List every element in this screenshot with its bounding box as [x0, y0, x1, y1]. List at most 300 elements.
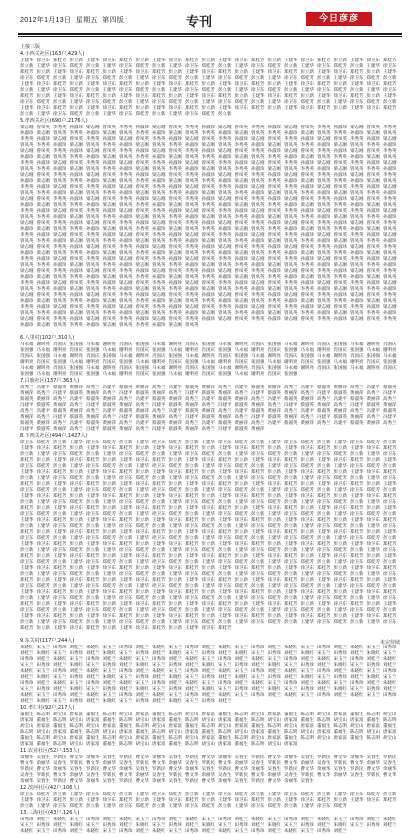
resident-name: 徐卫东	[102, 470, 116, 475]
resident-name: 曾凤英	[366, 173, 380, 178]
resident-name: 蔡淑英	[350, 421, 364, 426]
resident-name: 黄丽萍	[317, 403, 331, 408]
resident-name: 徐卫东	[69, 602, 83, 607]
resident-name: 郑桂芳	[234, 440, 248, 445]
resident-name: 王建华	[102, 620, 116, 625]
resident-name: 肖国庆	[119, 366, 133, 371]
resident-name: 陈志明	[201, 724, 215, 729]
resident-name: 曾凤英	[218, 239, 232, 244]
resident-name: 梁志刚	[119, 233, 133, 238]
resident-name: 王建华	[53, 578, 67, 583]
resident-name: 高秀兰	[218, 385, 232, 390]
resident-name: 郑桂芳	[168, 608, 182, 613]
resident-name: 田秀珍	[218, 657, 232, 662]
resident-name: 孙淑珍	[152, 203, 166, 208]
resident-name: 彭立新	[284, 596, 298, 601]
resident-name: 罗新民	[317, 755, 331, 760]
resident-name: 郑桂芳	[185, 518, 199, 523]
resident-name: 王建华	[350, 542, 364, 547]
resident-name: 朱晓红	[267, 823, 281, 828]
resident-name: 田秀珍	[284, 681, 298, 686]
resident-name: 孙淑珍	[119, 263, 133, 268]
resident-name: 吴春生	[333, 767, 347, 772]
resident-name: 曾凤英	[86, 239, 100, 244]
resident-name: 田秀珍	[350, 681, 364, 686]
resident-name: 唐家富	[135, 712, 149, 717]
resident-name: 郑桂芳	[234, 560, 248, 565]
resident-name: 王建华	[284, 82, 298, 87]
resident-name: 徐卫东	[350, 100, 364, 105]
resident-name: 王建华	[234, 64, 248, 69]
resident-name: 郑桂芳	[152, 482, 166, 487]
resident-name: 李秀英	[201, 179, 215, 184]
resident-name: 孙淑珍	[168, 185, 182, 190]
resident-name: 孙淑珍	[350, 299, 364, 304]
resident-name: 徐卫东	[251, 572, 265, 577]
resident-name: 冯建平	[366, 409, 380, 414]
resident-name: 唐家富	[86, 742, 100, 747]
resident-name: 高秀兰	[86, 409, 100, 414]
resident-name: 董福生	[86, 736, 100, 741]
resident-name: 王建华	[317, 530, 331, 535]
resident-name: 彭立新	[135, 590, 149, 595]
resident-name: 曾凤英	[300, 221, 314, 226]
resident-name: 李秀英	[185, 149, 199, 154]
resident-name: 徐卫东	[234, 590, 248, 595]
resident-name: 徐卫东	[119, 452, 133, 457]
resident-name: 郑桂芳	[69, 572, 83, 577]
resident-name: 梁志刚	[350, 293, 364, 298]
resident-name: 唐家富	[333, 712, 347, 717]
resident-name: 梁志刚	[86, 125, 100, 130]
resident-name: 王建华	[168, 572, 182, 577]
resident-name: 曾凤英	[152, 143, 166, 148]
resident-name: 吴春生	[218, 773, 232, 778]
resident-name: 张国强	[69, 366, 83, 371]
resident-name: 李秀英	[135, 179, 149, 184]
resident-name: 宋玉兰	[234, 693, 248, 698]
resident-name: 王建华	[102, 524, 116, 529]
resident-name: 郑桂芳	[168, 536, 182, 541]
resident-name: 彭立新	[201, 446, 215, 451]
resident-name: 曾凤英	[185, 155, 199, 160]
resident-name: 李秀英	[102, 191, 116, 196]
resident-name: 彭立新	[201, 106, 215, 111]
resident-name: 郑桂芳	[300, 100, 314, 105]
resident-name: 彭立新	[102, 626, 116, 631]
resident-name: 彭立新	[383, 608, 397, 613]
resident-name: 田秀珍	[317, 693, 331, 698]
resident-name: 余丽华	[251, 767, 265, 772]
resident-name: 李秀英	[168, 287, 182, 292]
resident-name: 曹文华	[119, 773, 133, 778]
resident-name: 孙淑珍	[135, 221, 149, 226]
resident-name: 徐卫东	[300, 542, 314, 547]
resident-name: 孙淑珍	[185, 287, 199, 292]
resident-name: 梁志刚	[152, 149, 166, 154]
resident-name: 彭立新	[102, 506, 116, 511]
resident-name: 孙淑珍	[383, 215, 397, 220]
resident-name: 郑桂芳	[267, 88, 281, 93]
resident-name: 李秀英	[383, 293, 397, 298]
resident-name: 郑桂芳	[86, 70, 100, 75]
resident-name: 徐卫东	[234, 518, 248, 523]
resident-name: 曾凤英	[218, 215, 232, 220]
resident-name: 郑桂芳	[20, 554, 34, 559]
resident-name: 陈志明	[152, 730, 166, 735]
resident-name: 孙淑珍	[86, 131, 100, 136]
resident-name: 彭立新	[102, 70, 116, 75]
resident-name: 徐卫东	[36, 58, 50, 63]
resident-name: 冯建平	[86, 403, 100, 408]
resident-name: 李秀英	[383, 221, 397, 226]
resident-name: 王建华	[185, 482, 199, 487]
resident-name: 宋玉兰	[152, 663, 166, 668]
resident-name: 李秀英	[135, 275, 149, 280]
resident-name: 张国强	[135, 366, 149, 371]
resident-name: 曾凤英	[218, 191, 232, 196]
resident-name: 朱晓红	[284, 645, 298, 650]
resident-name: 王建华	[135, 512, 149, 517]
resident-name: 孙淑珍	[350, 155, 364, 160]
resident-name: 孙淑珍	[267, 293, 281, 298]
resident-name: 黄丽萍	[366, 397, 380, 402]
resident-name: 曾凤英	[333, 305, 347, 310]
resident-name: 徐卫东	[20, 440, 34, 445]
resident-name: 王建华	[218, 590, 232, 595]
resident-name: 李秀英	[102, 167, 116, 172]
resident-name: 唐家富	[86, 718, 100, 723]
resident-name: 董福生	[218, 736, 232, 741]
resident-name: 王建华	[284, 106, 298, 111]
resident-name: 胡宝山	[267, 718, 281, 723]
resident-name: 王建华	[135, 536, 149, 541]
resident-name: 冯建平	[20, 403, 34, 408]
resident-name: 谢明亮	[383, 348, 397, 353]
resident-name: 王建华	[86, 542, 100, 547]
resident-name: 梁志刚	[119, 305, 133, 310]
resident-name: 李秀英	[317, 269, 331, 274]
resident-name: 梁志刚	[333, 215, 347, 220]
resident-name: 梁志刚	[201, 263, 215, 268]
resident-name: 孙淑珍	[383, 191, 397, 196]
resident-name: 孙淑珍	[267, 269, 281, 274]
resident-name: 田秀珍	[86, 817, 100, 822]
resident-name: 田秀珍	[300, 663, 314, 668]
resident-name: 郑桂芳	[218, 602, 232, 607]
resident-name: 王建华	[102, 452, 116, 457]
resident-name: 王建华	[300, 804, 314, 809]
resident-name: 冯建平	[317, 415, 331, 420]
resident-name: 宋玉兰	[333, 681, 347, 686]
resident-name: 李秀英	[251, 173, 265, 178]
resident-name: 曾凤英	[218, 263, 232, 268]
resident-name: 孙淑珍	[300, 281, 314, 286]
resident-name: 梁志刚	[333, 239, 347, 244]
resident-name: 孙淑珍	[102, 161, 116, 166]
resident-name: 郑桂芳	[366, 512, 380, 517]
resident-name: 王建华	[366, 452, 380, 457]
resident-name: 彭立新	[152, 548, 166, 553]
resident-name: 曹文华	[251, 773, 265, 778]
resident-name: 王建华	[36, 524, 50, 529]
resident-name: 朱晓红	[284, 829, 298, 834]
resident-name: 刘桂兰	[218, 651, 232, 656]
resident-name: 李秀英	[185, 245, 199, 250]
resident-name: 田秀珍	[333, 651, 347, 656]
resident-name: 郑桂芳	[366, 536, 380, 541]
resident-name: 刘桂兰	[366, 817, 380, 822]
resident-name: 曾凤英	[36, 197, 50, 202]
resident-name: 王建华	[185, 578, 199, 583]
resident-name: 彭立新	[383, 512, 397, 517]
resident-name: 曾凤英	[20, 311, 34, 316]
resident-name: 刘桂兰	[383, 663, 397, 668]
resident-name: 李秀英	[300, 263, 314, 268]
resident-name: 彭立新	[69, 494, 83, 499]
resident-name: 蔡淑英	[251, 409, 265, 414]
resident-name: 彭立新	[152, 620, 166, 625]
resident-name: 郑桂芳	[300, 584, 314, 589]
resident-name: 梁志刚	[135, 167, 149, 172]
resident-name: 董福生	[69, 730, 83, 735]
resident-name: 唐家富	[69, 712, 83, 717]
resident-name: 蔡淑英	[36, 427, 50, 432]
resident-name: 蔡淑英	[152, 421, 166, 426]
resident-name: 李秀英	[251, 269, 265, 274]
resident-name: 蔡淑英	[135, 391, 149, 396]
resident-name: 李秀英	[152, 233, 166, 238]
resident-name: 董福生	[119, 724, 133, 729]
resident-name: 朱晓红	[152, 669, 166, 674]
resident-name: 王建华	[20, 518, 34, 523]
resident-name: 罗新民	[53, 779, 67, 784]
resident-name: 李秀英	[20, 185, 34, 190]
resident-name: 郑桂芳	[20, 458, 34, 463]
resident-name: 王建华	[333, 100, 347, 105]
resident-name: 罗新民	[69, 761, 83, 766]
resident-name: 彭立新	[350, 500, 364, 505]
resident-name: 郑桂芳	[383, 494, 397, 499]
resident-name: 王建华	[350, 446, 364, 451]
resident-name: 曾凤英	[300, 245, 314, 250]
resident-name: 彭立新	[218, 596, 232, 601]
resident-name: 梁志刚	[267, 191, 281, 196]
resident-name-block	[20, 755, 400, 785]
resident-name: 董福生	[251, 724, 265, 729]
resident-name: 王建华	[333, 584, 347, 589]
resident-name: 李秀英	[234, 263, 248, 268]
resident-name: 曹文华	[383, 773, 397, 778]
resident-name: 曾凤英	[218, 287, 232, 292]
resident-name: 王建华	[86, 566, 100, 571]
resident-name: 王建华	[168, 452, 182, 457]
resident-name: 田秀珍	[185, 829, 199, 834]
resident-name: 曹文华	[36, 767, 50, 772]
resident-name: 郑桂芳	[20, 482, 34, 487]
resident-name: 徐卫东	[185, 64, 199, 69]
resident-name: 曾凤英	[333, 185, 347, 190]
resident-name: 王建华	[333, 560, 347, 565]
resident-name: 李秀英	[234, 143, 248, 148]
resident-name: 曾凤英	[185, 227, 199, 232]
resident-name: 彭立新	[317, 560, 331, 565]
resident-name: 梁志刚	[20, 221, 34, 226]
resident-name: 李秀英	[333, 131, 347, 136]
resident-name: 马永福	[36, 348, 50, 353]
resident-name: 冯建平	[53, 391, 67, 396]
resident-name: 李秀英	[218, 137, 232, 142]
resident-name: 梁志刚	[201, 167, 215, 172]
resident-name: 王建华	[267, 608, 281, 613]
resident-name: 张国强	[185, 360, 199, 365]
resident-name: 彭立新	[333, 494, 347, 499]
resident-name: 刘桂兰	[69, 669, 83, 674]
resident-name: 黄丽萍	[53, 403, 67, 408]
resident-name: 彭立新	[168, 94, 182, 99]
resident-name: 王建华	[86, 470, 100, 475]
resident-name: 余丽华	[284, 779, 298, 784]
resident-name: 徐卫东	[267, 458, 281, 463]
resident-name: 宋玉兰	[234, 669, 248, 674]
resident-name: 曾凤英	[284, 191, 298, 196]
resident-name: 刘桂兰	[333, 669, 347, 674]
resident-name: 徐卫东	[152, 608, 166, 613]
resident-name: 宋玉兰	[218, 823, 232, 828]
resident-name: 朱晓红	[185, 681, 199, 686]
resident-name: 李秀英	[201, 203, 215, 208]
resident-name: 田秀珍	[234, 823, 248, 828]
resident-name: 梁志刚	[251, 281, 265, 286]
resident-name: 曾凤英	[317, 203, 331, 208]
resident-name: 徐卫东	[333, 94, 347, 99]
resident-name: 彭立新	[152, 452, 166, 457]
resident-name: 曾凤英	[383, 203, 397, 208]
resident-name: 曾凤英	[36, 245, 50, 250]
resident-name: 谢明亮	[36, 342, 50, 347]
resident-name: 王建华	[53, 530, 67, 535]
resident-name: 刘桂兰	[267, 669, 281, 674]
resident-name: 王建华	[267, 512, 281, 517]
resident-name: 孙淑珍	[135, 269, 149, 274]
resident-name: 李秀英	[218, 305, 232, 310]
resident-name: 曾凤英	[201, 233, 215, 238]
resident-name: 郑桂芳	[69, 88, 83, 93]
resident-name: 徐卫东	[53, 524, 67, 529]
resident-name: 王建华	[317, 578, 331, 583]
resident-name: 彭立新	[102, 578, 116, 583]
resident-name: 郑桂芳	[234, 512, 248, 517]
resident-name: 郑桂芳	[69, 596, 83, 601]
resident-name: 郑桂芳	[152, 626, 166, 631]
resident-name: 马永福	[366, 348, 380, 353]
resident-name: 王建华	[300, 452, 314, 457]
resident-name: 黄丽萍	[383, 403, 397, 408]
resident-name: 郑桂芳	[102, 464, 116, 469]
resident-name: 李秀英	[284, 161, 298, 166]
resident-name: 孙淑珍	[383, 287, 397, 292]
resident-name: 宋玉兰	[350, 823, 364, 828]
resident-name: 王建华	[251, 602, 265, 607]
resident-name: 曾凤英	[267, 209, 281, 214]
resident-name: 梁志刚	[383, 305, 397, 310]
resident-name: 郑桂芳	[69, 64, 83, 69]
resident-name: 孙淑珍	[152, 155, 166, 160]
resident-name: 彭立新	[86, 112, 100, 117]
resident-name: 胡宝山	[119, 736, 133, 741]
resident-name: 唐家富	[284, 718, 298, 723]
resident-name: 冯建平	[284, 403, 298, 408]
resident-name: 徐卫东	[317, 476, 331, 481]
resident-name: 李秀英	[102, 143, 116, 148]
resident-name: 郑桂芳	[333, 548, 347, 553]
resident-name: 郑桂芳	[251, 446, 265, 451]
resident-name: 陈志明	[218, 730, 232, 735]
resident-name: 梁志刚	[317, 137, 331, 142]
resident-name: 李秀英	[36, 287, 50, 292]
resident-name: 宋玉兰	[267, 657, 281, 662]
resident-name: 陈志明	[267, 724, 281, 729]
resident-name: 宋玉兰	[317, 675, 331, 680]
resident-name: 曾凤英	[267, 305, 281, 310]
resident-name: 王建华	[69, 584, 83, 589]
resident-name: 彭立新	[135, 82, 149, 87]
resident-name: 郑桂芳	[218, 458, 232, 463]
resident-name: 黄丽萍	[350, 391, 364, 396]
resident-name: 李秀英	[69, 179, 83, 184]
resident-name: 徐卫东	[300, 494, 314, 499]
resident-name: 孙淑珍	[152, 251, 166, 256]
resident-name: 曾凤英	[366, 221, 380, 226]
resident-name: 朱晓红	[69, 663, 83, 668]
resident-name: 彭立新	[218, 500, 232, 505]
resident-name: 梁志刚	[135, 143, 149, 148]
resident-name: 曾凤英	[102, 197, 116, 202]
resident-name: 徐卫东	[251, 596, 265, 601]
resident-name: 朱晓红	[350, 645, 364, 650]
resident-name: 郑桂芳	[317, 614, 331, 619]
resident-name: 胡宝山	[201, 718, 215, 723]
resident-name: 曾凤英	[102, 221, 116, 226]
resident-name: 谢明亮	[218, 360, 232, 365]
resident-name: 孙淑珍	[234, 137, 248, 142]
resident-name: 郑桂芳	[350, 554, 364, 559]
resident-name: 高秀兰	[20, 409, 34, 414]
resident-name: 李秀英	[135, 251, 149, 256]
resident-name: 徐卫东	[267, 482, 281, 487]
resident-name: 朱晓红	[152, 829, 166, 834]
resident-name: 曾凤英	[350, 287, 364, 292]
resident-name: 刘桂兰	[317, 823, 331, 828]
resident-name: 朱晓红	[119, 681, 133, 686]
resident-name: 王建华	[119, 482, 133, 487]
resident-name: 孙淑珍	[201, 317, 215, 322]
resident-name: 孙淑珍	[201, 197, 215, 202]
resident-name: 王建华	[251, 482, 265, 487]
resident-name: 黄丽萍	[53, 427, 67, 432]
resident-name: 徐卫东	[119, 88, 133, 93]
resident-name: 李秀英	[201, 131, 215, 136]
resident-name: 王建华	[333, 488, 347, 493]
resident-name: 孙淑珍	[218, 299, 232, 304]
resident-name: 刘桂兰	[152, 699, 166, 704]
resident-name: 陈志明	[317, 718, 331, 723]
resident-name: 徐卫东	[20, 584, 34, 589]
resident-name: 梁志刚	[234, 203, 248, 208]
resident-name: 孙淑珍	[20, 323, 34, 328]
resident-name: 李秀英	[251, 317, 265, 322]
resident-name: 郑桂芳	[102, 100, 116, 105]
